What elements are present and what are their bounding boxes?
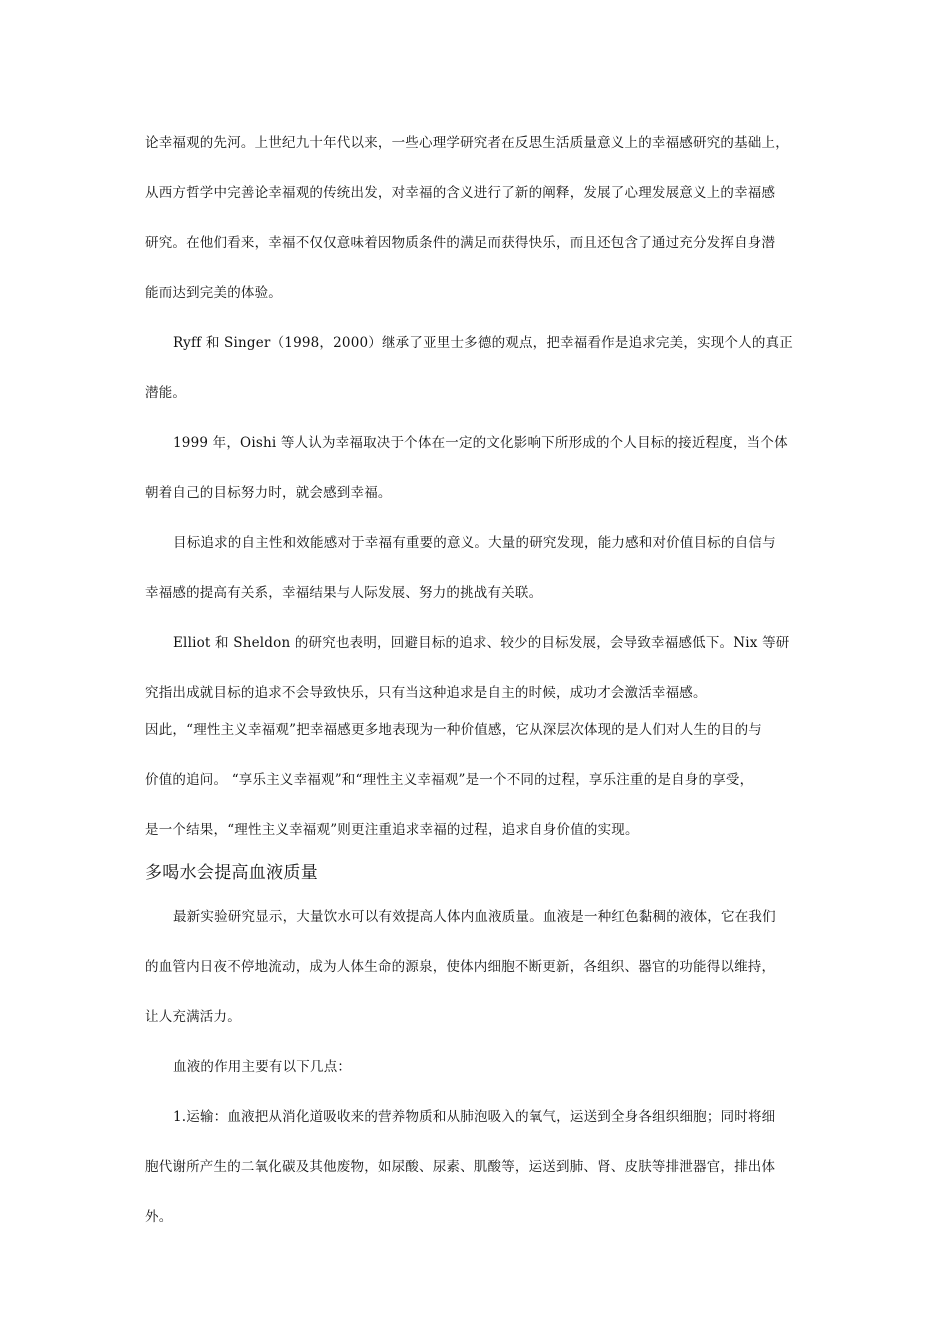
text-line: 幸福感的提高有关系，幸福结果与人际发展、努力的挑战有关联。: [145, 585, 543, 601]
text-line: 价值的追问。 “享乐主义幸福观”和“理性主义幸福观”是一个不同的过程，享乐注重的是自身的享受，: [145, 772, 754, 788]
text-line: Elliot 和 Sheldon 的研究也表明，回避目标的追求、较少的目标发展，会导致幸福感低下。Nix 等研: [173, 635, 790, 651]
text-line: 从西方哲学中完善论幸福观的传统出发，对幸福的含义进行了新的阐释，发展了心理发展意义上的幸福感: [145, 185, 776, 201]
text-line: 外。: [145, 1209, 173, 1225]
text-line: 因此，“理性主义幸福观”把幸福感更多地表现为一种价值感，它从深层次体现的是人们对人生的目的与: [145, 722, 763, 738]
text-line: 目标追求的自主性和效能感对于幸福有重要的意义。大量的研究发现，能力感和对价值目标的自信与: [173, 535, 776, 551]
text-line: 研究。在他们看来，幸福不仅仅意味着因物质条件的满足而获得快乐，而且还包含了通过充分发挥自身潜: [145, 235, 776, 251]
text-line: 让人充满活力。: [145, 1009, 241, 1025]
text-line: 究指出成就目标的追求不会导致快乐，只有当这种追求是自主的时候，成功才会激活幸福感。: [145, 685, 707, 701]
text-line: 朝着自己的目标努力时，就会感到幸福。: [145, 485, 392, 501]
text-line: 论幸福观的先河。上世纪九十年代以来，一些心理学研究者在反思生活质量意义上的幸福感研究的基础上，: [145, 135, 789, 151]
text-line: 的血管内日夜不停地流动，成为人体生命的源泉，使体内细胞不断更新，各组织、器官的功能得以维持，: [145, 959, 776, 975]
text-line: 血液的作用主要有以下几点：: [173, 1059, 352, 1075]
text-line: 是一个结果，“理性主义幸福观”则更注重追求幸福的过程，追求自身价值的实现。: [145, 822, 639, 838]
text-line: 能而达到完美的体验。: [145, 285, 282, 301]
section-heading: 多喝水会提高血液质量: [145, 863, 318, 883]
text-line: 胞代谢所产生的二氧化碳及其他废物，如尿酸、尿素、肌酸等，运送到肺、肾、皮肤等排泄器官，排出体: [145, 1159, 776, 1175]
text-line: 潜能。: [145, 385, 187, 401]
text-line: 1.运输：血液把从消化道吸收来的营养物质和从肺泡吸入的氧气，运送到全身各组织细胞；同时将细: [173, 1109, 776, 1125]
text-line: 最新实验研究显示，大量饮水可以有效提高人体内血液质量。血液是一种红色黏稠的液体，它在我们: [173, 909, 776, 925]
text-line: Ryff 和 Singer（1998，2000）继承了亚里士多德的观点，把幸福看作是追求完美，实现个人的真正: [173, 335, 793, 351]
text-line: 1999 年，Oishi 等人认为幸福取决于个体在一定的文化影响下所形成的个人目标的接近程度，当个体: [173, 435, 788, 451]
